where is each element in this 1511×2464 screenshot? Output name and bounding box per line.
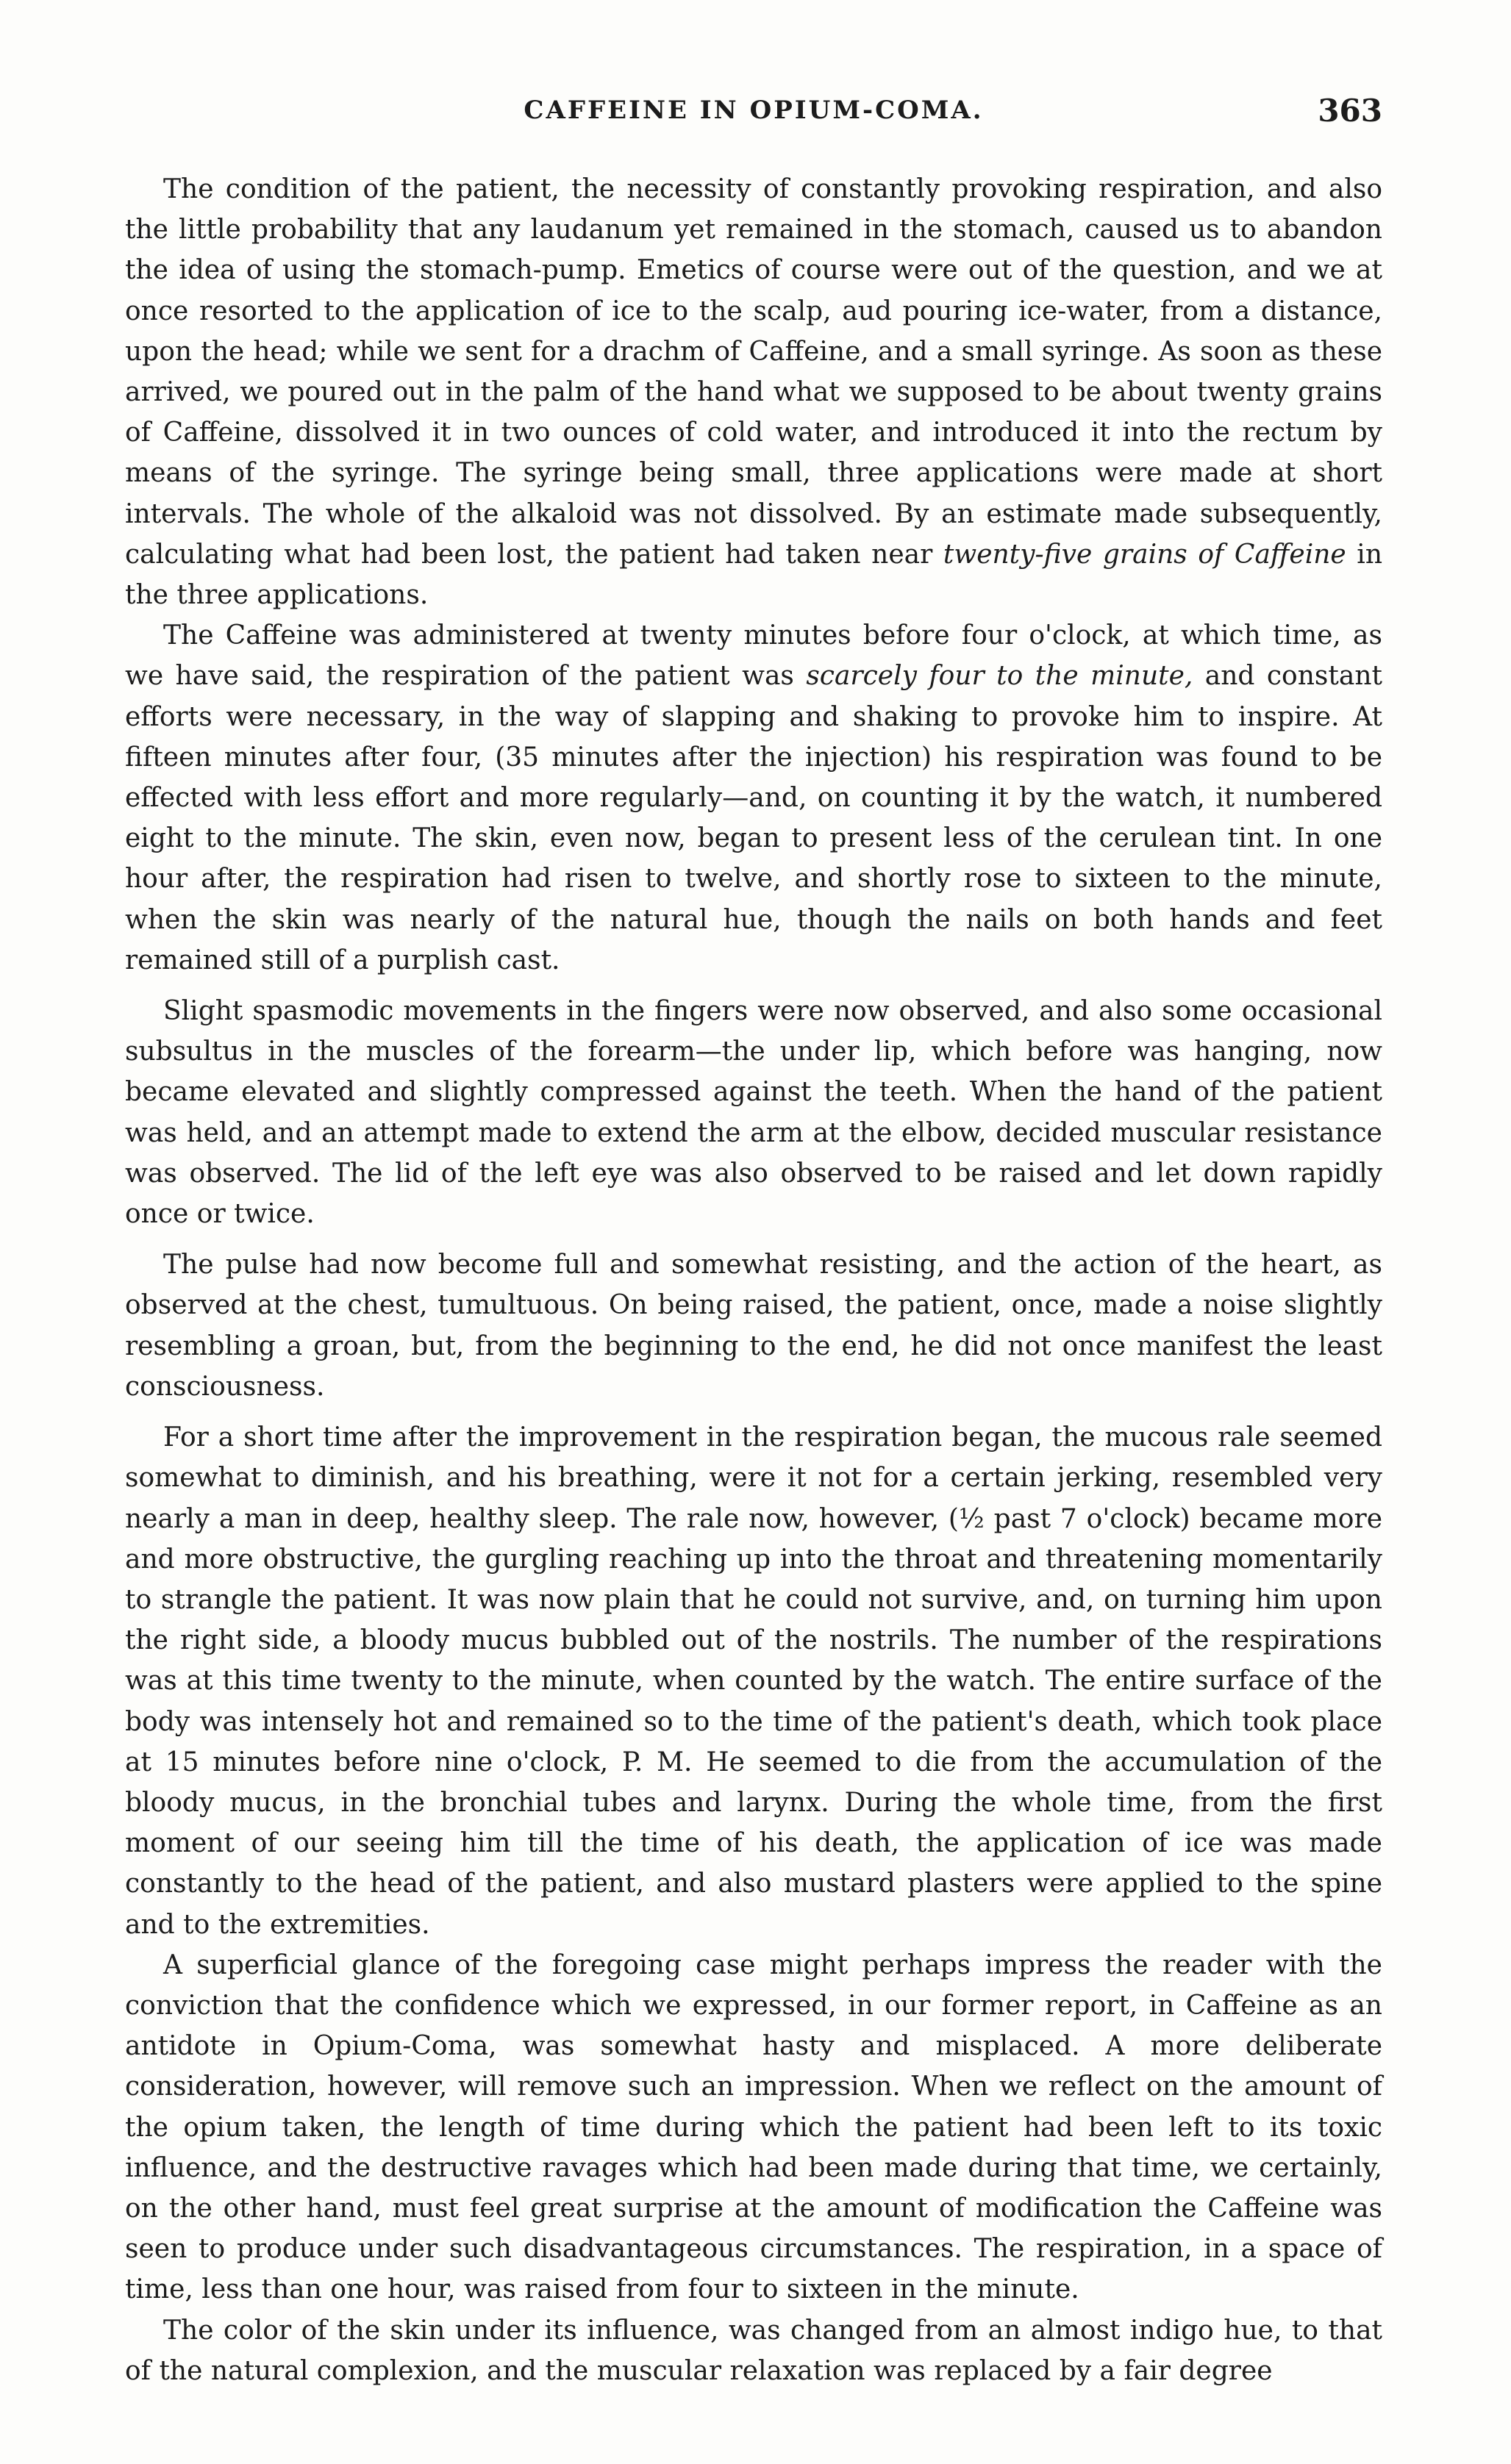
paragraph-administration: The Caffeine was administered at twenty minutes before four o'clock, at which time, as we have said, the respiration of the patient was scarcely four to the minute, and constant efforts were necessary, in the way of slapping and shaking to provoke him to inspire. At fifteen minutes after four, (35 minutes after the injection) his respiration was found to be effected with less effort and more regularly—and, on counting it by the watch, it numbered eight to the minute. The skin, even now, began to present less of the cerulean tint. In one hour after, the respiration had risen to twelve, and shortly rose to sixteen to the minute, when the skin was nearly of the natural hue, though the nails on both hands and feet remained still of a purplish cast. [125,620,1382,975]
running-head [125,93,1382,140]
paragraph-improvement: For a short time after the improvement in the respiration began, the mucous rale seemed somewhat to diminish, and his breathing, were it not for a certain jerking, resembled very nearly a man in deep, healthy sleep. The rale now, however, (½ past 7 o'clock) became more and more obstructive, the gurgling reaching up into the throat and threatening momentarily to strangle the patient. It was now plain that he could not survive, and, on turning him upon the right side, a bloody mucus bubbled out of the nostrils. The number of the respirations was at this time twenty to the minute, when counted by the watch. The entire surface of the body was intensely hot and remained so to the time of the patient's death, which took place at 15 minutes before nine o'clock, P. M. He seemed to die from the accumulation of the bloody mucus, in the bronchial tubes and larynx. During the whole time, from the first moment of our seeing him till the time of his death, the application of ice was made constantly to the head of the patient, and also mustard plasters were applied to the spine and to the extremities. [125,1422,1382,1940]
body-text [125,169,1382,2391]
paragraph-pulse: The pulse had now become full and somewhat resisting, and the action of the heart, as observed at the chest, tumultuous. On being raised, the patient, once, made a noise slightly resembling a groan, but, from the beginning to the end, he did not once manifest the least consciousness. [125,1250,1382,1402]
paragraph-spasmodic-movements: Slight spasmodic movements in the fingers were now observed, and also some occasional subsultus in the muscles of the forearm—the under lip, which before was hanging, now became elevated and slightly compressed against the teeth. When the hand of the patient was held, and an attempt made to extend the arm at the elbow, decided muscular resistance was observed. The lid of the left eye was also observed to be raised and let down rapidly once or twice. [125,996,1382,1230]
page-number: 363 [1318,93,1382,129]
paragraph-patient-condition: The condition of the patient, the necessity of constantly provoking respiration, and also the little probability that any laudanum yet remained in the stomach, caused us to abandon the idea of using the stomach-pump. Emetics of course were out of the question, and we at once resorted to the application of ice to the scalp, aud pouring ice-water, from a distance, upon the head; while we sent for a drachm of Caffeine, and a small syringe. As soon as these arrived, we poured out in the palm of the hand what we supposed to be about twenty grains of Caffeine, dissolved it in two ounces of cold water, and introduced it into the rectum by means of the syringe. The syringe being small, three applications were made at short intervals. The whole of the alkaloid was not dissolved. By an estimate made subsequently, calculating what had been lost, the patient had taken near twenty-five grains of Caffeine in the three applications. [125,174,1383,611]
running-title: CAFFEINE IN OPIUM-COMA. [524,96,984,125]
emphasis-dose: twenty-five grains of Caffeine [943,539,1346,570]
paragraph-skin-color: The color of the skin under its influence, was changed from an almost indigo hue, to that of the natural complexion, and the muscular relaxation was replaced by a fair degree [125,2315,1382,2386]
emphasis-respiration-rate: scarcely four to the minute, [806,661,1193,692]
paragraph-superficial-glance: A superficial glance of the foregoing case might perhaps impress the reader with the conviction that the confidence which we expressed, in our former report, in Caffeine as an antidote in Opium-Coma, was somewhat hasty and misplaced. A more deliberate consideration, however, will remove such an impression. When we reflect on the amount of the opium taken, the length of time during which the patient had been left to its toxic influence, and the destructive ravages which had been made during that time, we certainly, on the other hand, must feel great surprise at the amount of modification the Caffeine was seen to produce under such disadvantageous circumstances. The respiration, in a space of time, less than one hour, was raised from four to sixteen in the minute. [125,1949,1382,2305]
